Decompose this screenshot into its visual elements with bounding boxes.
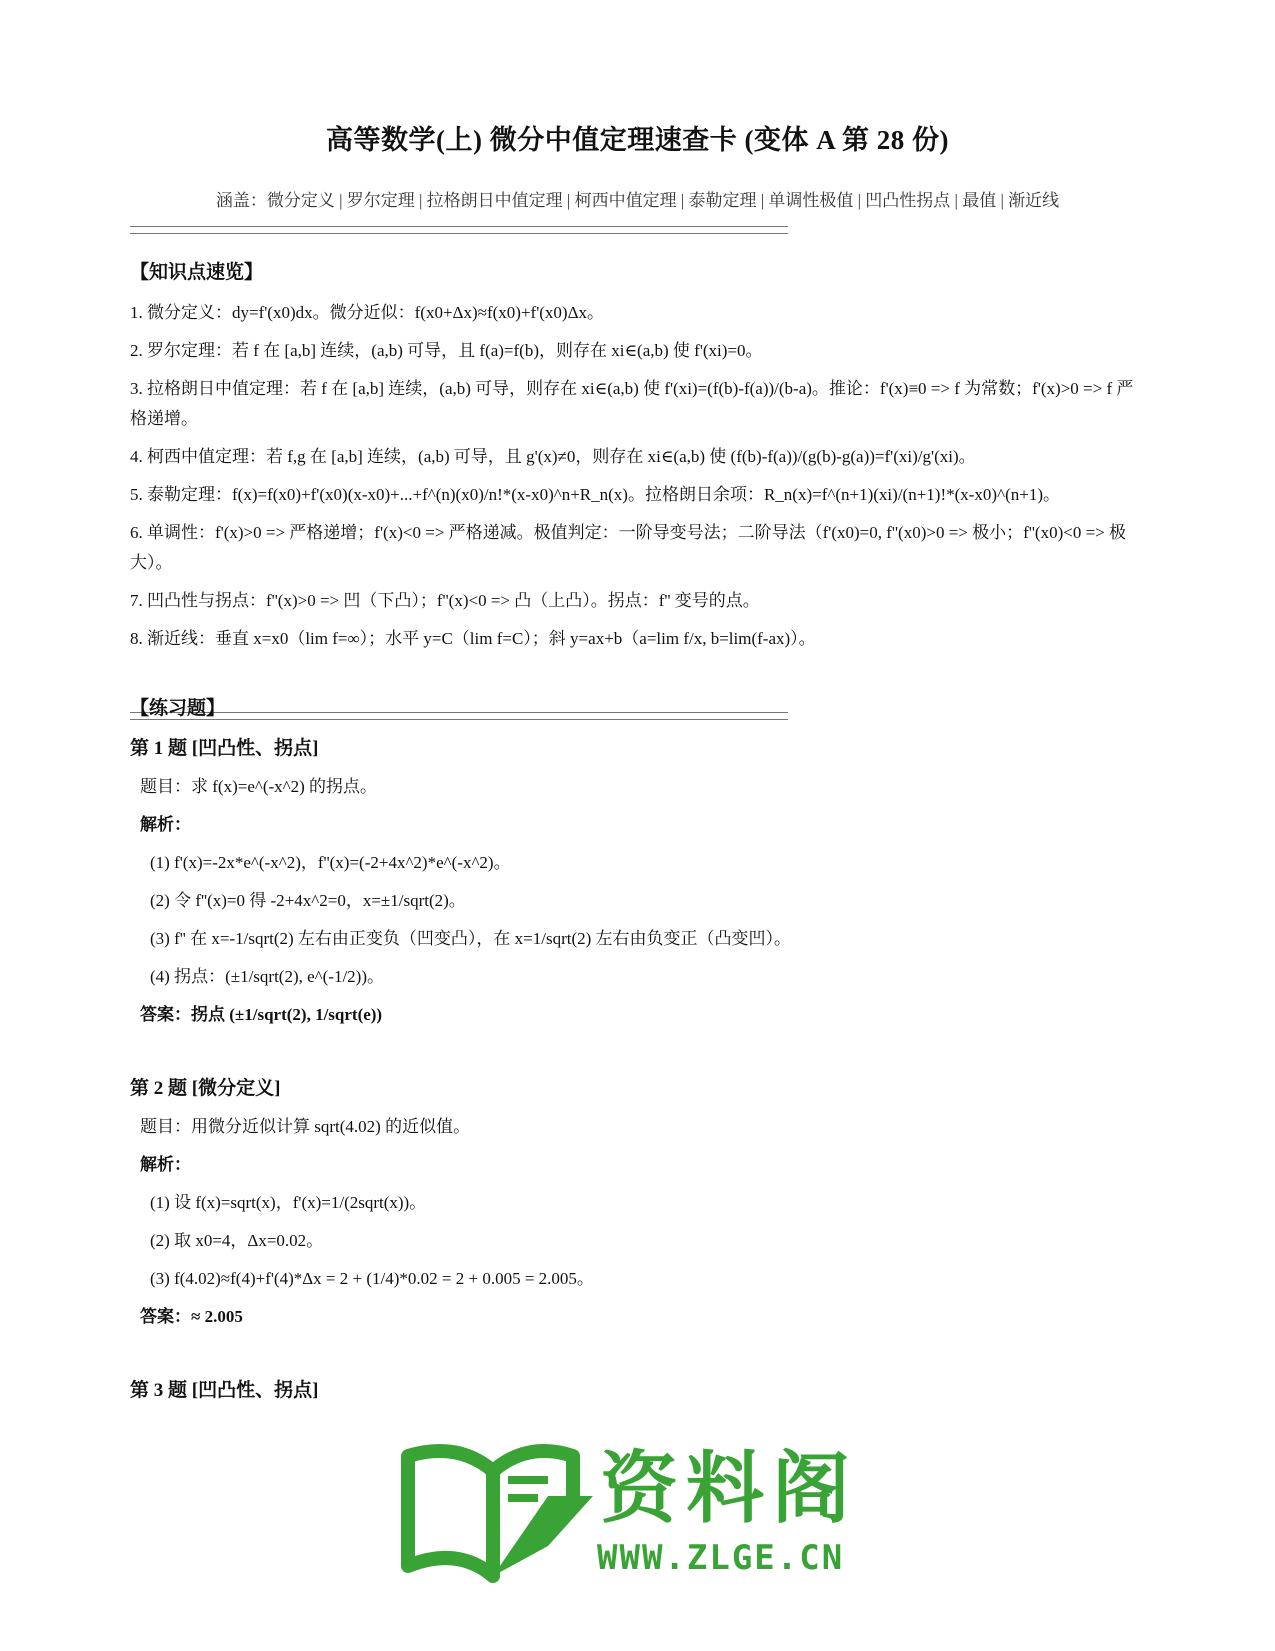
- analysis-label: 解析：: [140, 1155, 191, 1174]
- question-prompt: 题目：用微分近似计算 sqrt(4.02) 的近似值。: [140, 1117, 471, 1136]
- knowledge-item: 3. 拉格朗日中值定理：若 f 在 [a,b] 连续，(a,b) 可导，则存在 xi∈(a,b) 使 f'(xi)=(f(b)-f(a))/(b-a)。推论：f'(x)≡0 => f 为常数；f'(x)>0 => f 严格递增。: [130, 379, 1134, 428]
- solution-step: (1) 设 f(x)=sqrt(x)，f'(x)=1/(2sqrt(x))。: [150, 1193, 427, 1212]
- knowledge-item: 1. 微分定义：dy=f'(x0)dx。微分近似：f(x0+Δx)≈f(x0)+f'(x0)Δx。: [130, 303, 605, 322]
- knowledge-item: 2. 罗尔定理：若 f 在 [a,b] 连续，(a,b) 可导，且 f(a)=f(b)，则存在 xi∈(a,b) 使 f'(xi)=0。: [130, 341, 763, 360]
- divider-top: [130, 226, 788, 234]
- question-1: [130, 736, 1150, 1028]
- solution-step: (3) f(4.02)≈f(4)+f'(4)*Δx = 2 + (1/4)*0.02 = 2 + 0.005 = 2.005。: [150, 1269, 594, 1288]
- knowledge-section: [130, 260, 1150, 654]
- question-title: 第 1 题 [凹凸性、拐点]: [130, 738, 319, 759]
- watermark-url: WWW.ZLGE.CN: [597, 1538, 845, 1578]
- page-subtitle: 涵盖：微分定义 | 罗尔定理 | 拉格朗日中值定理 | 柯西中值定理 | 泰勒定理 | 单调性极值 | 凹凸性拐点 | 最值 | 渐近线: [215, 191, 1060, 210]
- knowledge-heading: 【知识点速览】: [130, 262, 264, 283]
- question-prompt: 题目：求 f(x)=e^(-x^2) 的拐点。: [140, 777, 378, 796]
- knowledge-item: 8. 渐近线：垂直 x=x0（lim f=∞）；水平 y=C（lim f=C）；斜 y=ax+b（a=lim f/x, b=lim(f-ax)）。: [130, 629, 816, 648]
- content-area: [130, 260, 1150, 1404]
- question-2: [130, 1076, 1150, 1330]
- practice-section: [130, 696, 1150, 1404]
- answer-line: 答案：拐点 (±1/sqrt(2), 1/sqrt(e)): [140, 1005, 383, 1024]
- analysis-label: 解析：: [140, 815, 191, 834]
- knowledge-item: 7. 凹凸性与拐点：f''(x)>0 => 凹（下凸）；f''(x)<0 => 凸（上凸）。拐点：f'' 变号的点。: [130, 591, 760, 610]
- solution-step: (2) 取 x0=4，Δx=0.02。: [150, 1231, 324, 1250]
- solution-step: (3) f'' 在 x=-1/sqrt(2) 左右由正变负（凹变凸），在 x=1/sqrt(2) 左右由负变正（凸变凹）。: [150, 929, 792, 948]
- knowledge-item: 4. 柯西中值定理：若 f,g 在 [a,b] 连续，(a,b) 可导，且 g'(x)≠0，则存在 xi∈(a,b) 使 (f(b)-f(a))/(g(b)-g(a))=f'(xi)/g'(xi)。: [130, 447, 976, 466]
- knowledge-item: 6. 单调性：f'(x)>0 => 严格递增；f'(x)<0 => 严格递减。极值判定：一阶导变号法；二阶导法（f'(x0)=0, f''(x0)>0 => 极小；f''(x0)<0 => 极大）。: [130, 523, 1126, 572]
- watermark-name: 资料阁: [600, 1444, 859, 1534]
- solution-step: (2) 令 f''(x)=0 得 -2+4x^2=0，x=±1/sqrt(2)。: [150, 891, 466, 910]
- question-title: 第 3 题 [凹凸性、拐点]: [130, 1380, 319, 1401]
- practice-heading: 【练习题】: [130, 698, 226, 719]
- question-3: [130, 1378, 1150, 1404]
- question-title: 第 2 题 [微分定义]: [130, 1078, 281, 1099]
- solution-step: (4) 拐点：(±1/sqrt(2), e^(-1/2))。: [150, 967, 384, 986]
- knowledge-item: 5. 泰勒定理：f(x)=f(x0)+f'(x0)(x-x0)+...+f^(n)(x0)/n!*(x-x0)^n+R_n(x)。拉格朗日余项：R_n(x)=f^(n+1)(xi)/(n+1)!*(x-x0)^(n+1)。: [130, 485, 1060, 504]
- page-title: 高等数学(上) 微分中值定理速查卡 (变体 A 第 28 份): [326, 125, 949, 155]
- answer-line: 答案：≈ 2.005: [140, 1307, 243, 1326]
- solution-step: (1) f'(x)=-2x*e^(-x^2)，f''(x)=(-2+4x^2)*e^(-x^2)。: [150, 853, 511, 872]
